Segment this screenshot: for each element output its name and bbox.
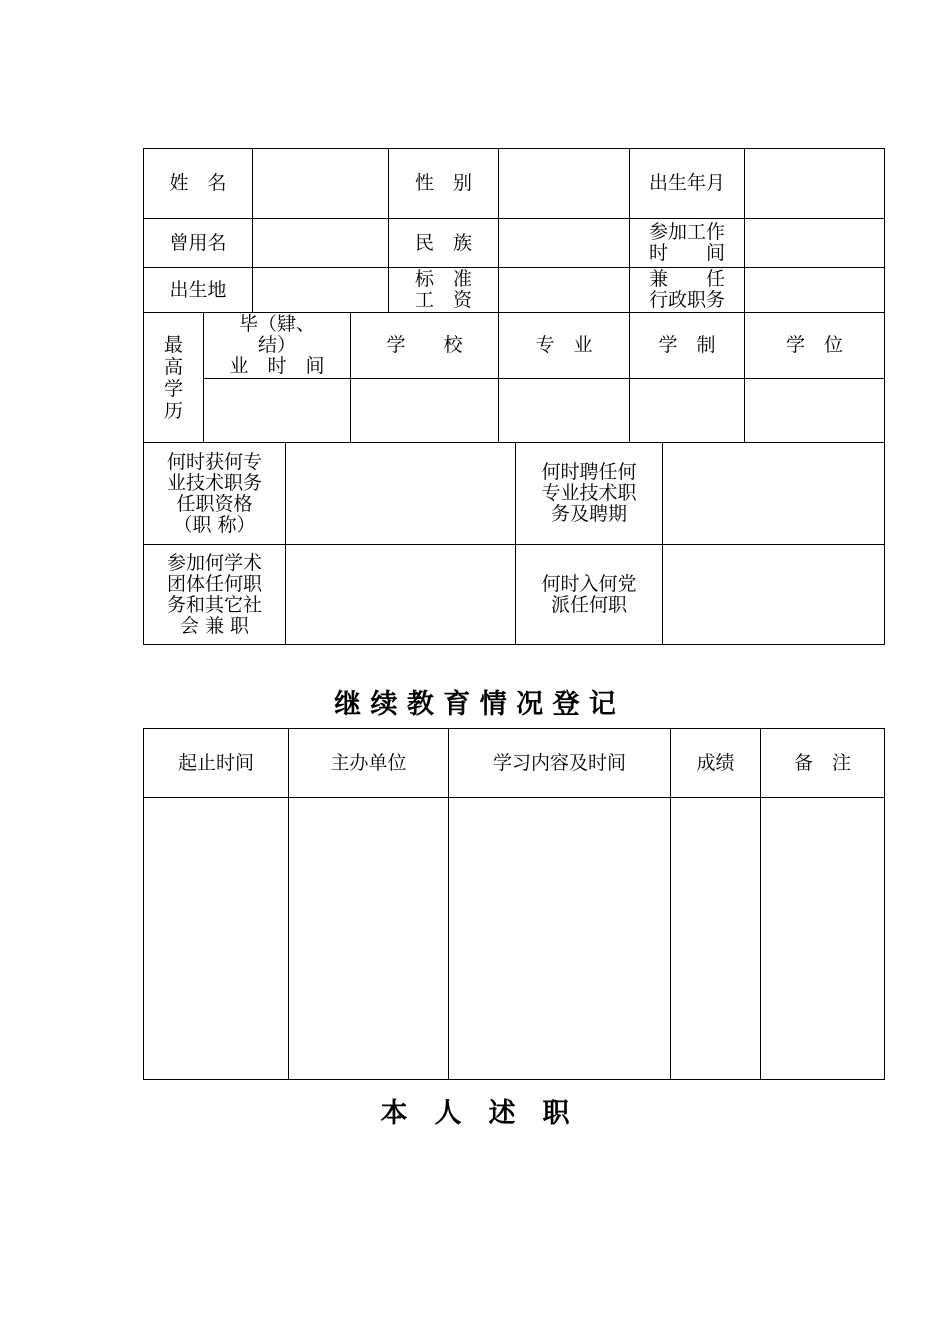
- salary-label: 标 准 工 资: [388, 267, 499, 313]
- admin-post-label: 兼 任 行政职务: [629, 267, 745, 313]
- organizer-field[interactable]: [288, 797, 449, 1080]
- name-field[interactable]: [252, 148, 389, 219]
- birth-date-label: 出生年月: [629, 148, 745, 219]
- major-label: 专 业: [498, 312, 630, 379]
- party-field[interactable]: [662, 544, 885, 645]
- school-label: 学 校: [350, 312, 499, 379]
- ethnicity-field[interactable]: [498, 218, 630, 268]
- appointment-label: 何时聘任何 专业技术职 务及聘期: [515, 442, 663, 545]
- gender-label: 性 别: [388, 148, 499, 219]
- admin-post-field[interactable]: [744, 267, 885, 313]
- remarks-field[interactable]: [760, 797, 885, 1080]
- duration-label: 学 制: [629, 312, 745, 379]
- work-start-field[interactable]: [744, 218, 885, 268]
- ethnicity-label: 民 族: [388, 218, 499, 268]
- former-name-label: 曾用名: [143, 218, 253, 268]
- work-start-label: 参加工作 时 间: [629, 218, 745, 268]
- self-report-title: 本 人 述 职: [380, 1098, 570, 1129]
- column-header-content: 学习内容及时间: [448, 728, 671, 798]
- column-header-remarks: 备 注: [760, 728, 885, 798]
- column-header-organizer: 主办单位: [288, 728, 449, 798]
- academic-society-label: 参加何学术 团体任何职 务和其它社 会 兼 职: [143, 544, 286, 645]
- salary-field[interactable]: [498, 267, 630, 313]
- degree-field[interactable]: [744, 378, 885, 443]
- name-label: 姓 名: [143, 148, 253, 219]
- major-field[interactable]: [498, 378, 630, 443]
- birth-date-field[interactable]: [744, 148, 885, 219]
- score-field[interactable]: [670, 797, 761, 1080]
- school-field[interactable]: [350, 378, 499, 443]
- appointment-field[interactable]: [662, 442, 885, 545]
- degree-label: 学 位: [744, 312, 885, 379]
- qualification-label: 何时获何专 业技术职务 任职资格 （职 称）: [143, 442, 286, 545]
- highest-education-label: 最 高 学 历: [143, 312, 204, 443]
- birthplace-field[interactable]: [252, 267, 389, 313]
- gender-field[interactable]: [498, 148, 630, 219]
- academic-society-field[interactable]: [285, 544, 516, 645]
- column-header-period: 起止时间: [143, 728, 289, 798]
- graduation-time-label: 毕（肄、 结） 业 时 间: [203, 312, 351, 379]
- duration-field[interactable]: [629, 378, 745, 443]
- graduation-time-field[interactable]: [203, 378, 351, 443]
- continuing-education-title: 继 续 教 育 情 况 登 记: [334, 689, 616, 720]
- qualification-field[interactable]: [285, 442, 516, 545]
- column-header-score: 成绩: [670, 728, 761, 798]
- former-name-field[interactable]: [252, 218, 389, 268]
- party-label: 何时入何党 派任何职: [515, 544, 663, 645]
- birthplace-label: 出生地: [143, 267, 253, 313]
- period-field[interactable]: [143, 797, 289, 1080]
- content-field[interactable]: [448, 797, 671, 1080]
